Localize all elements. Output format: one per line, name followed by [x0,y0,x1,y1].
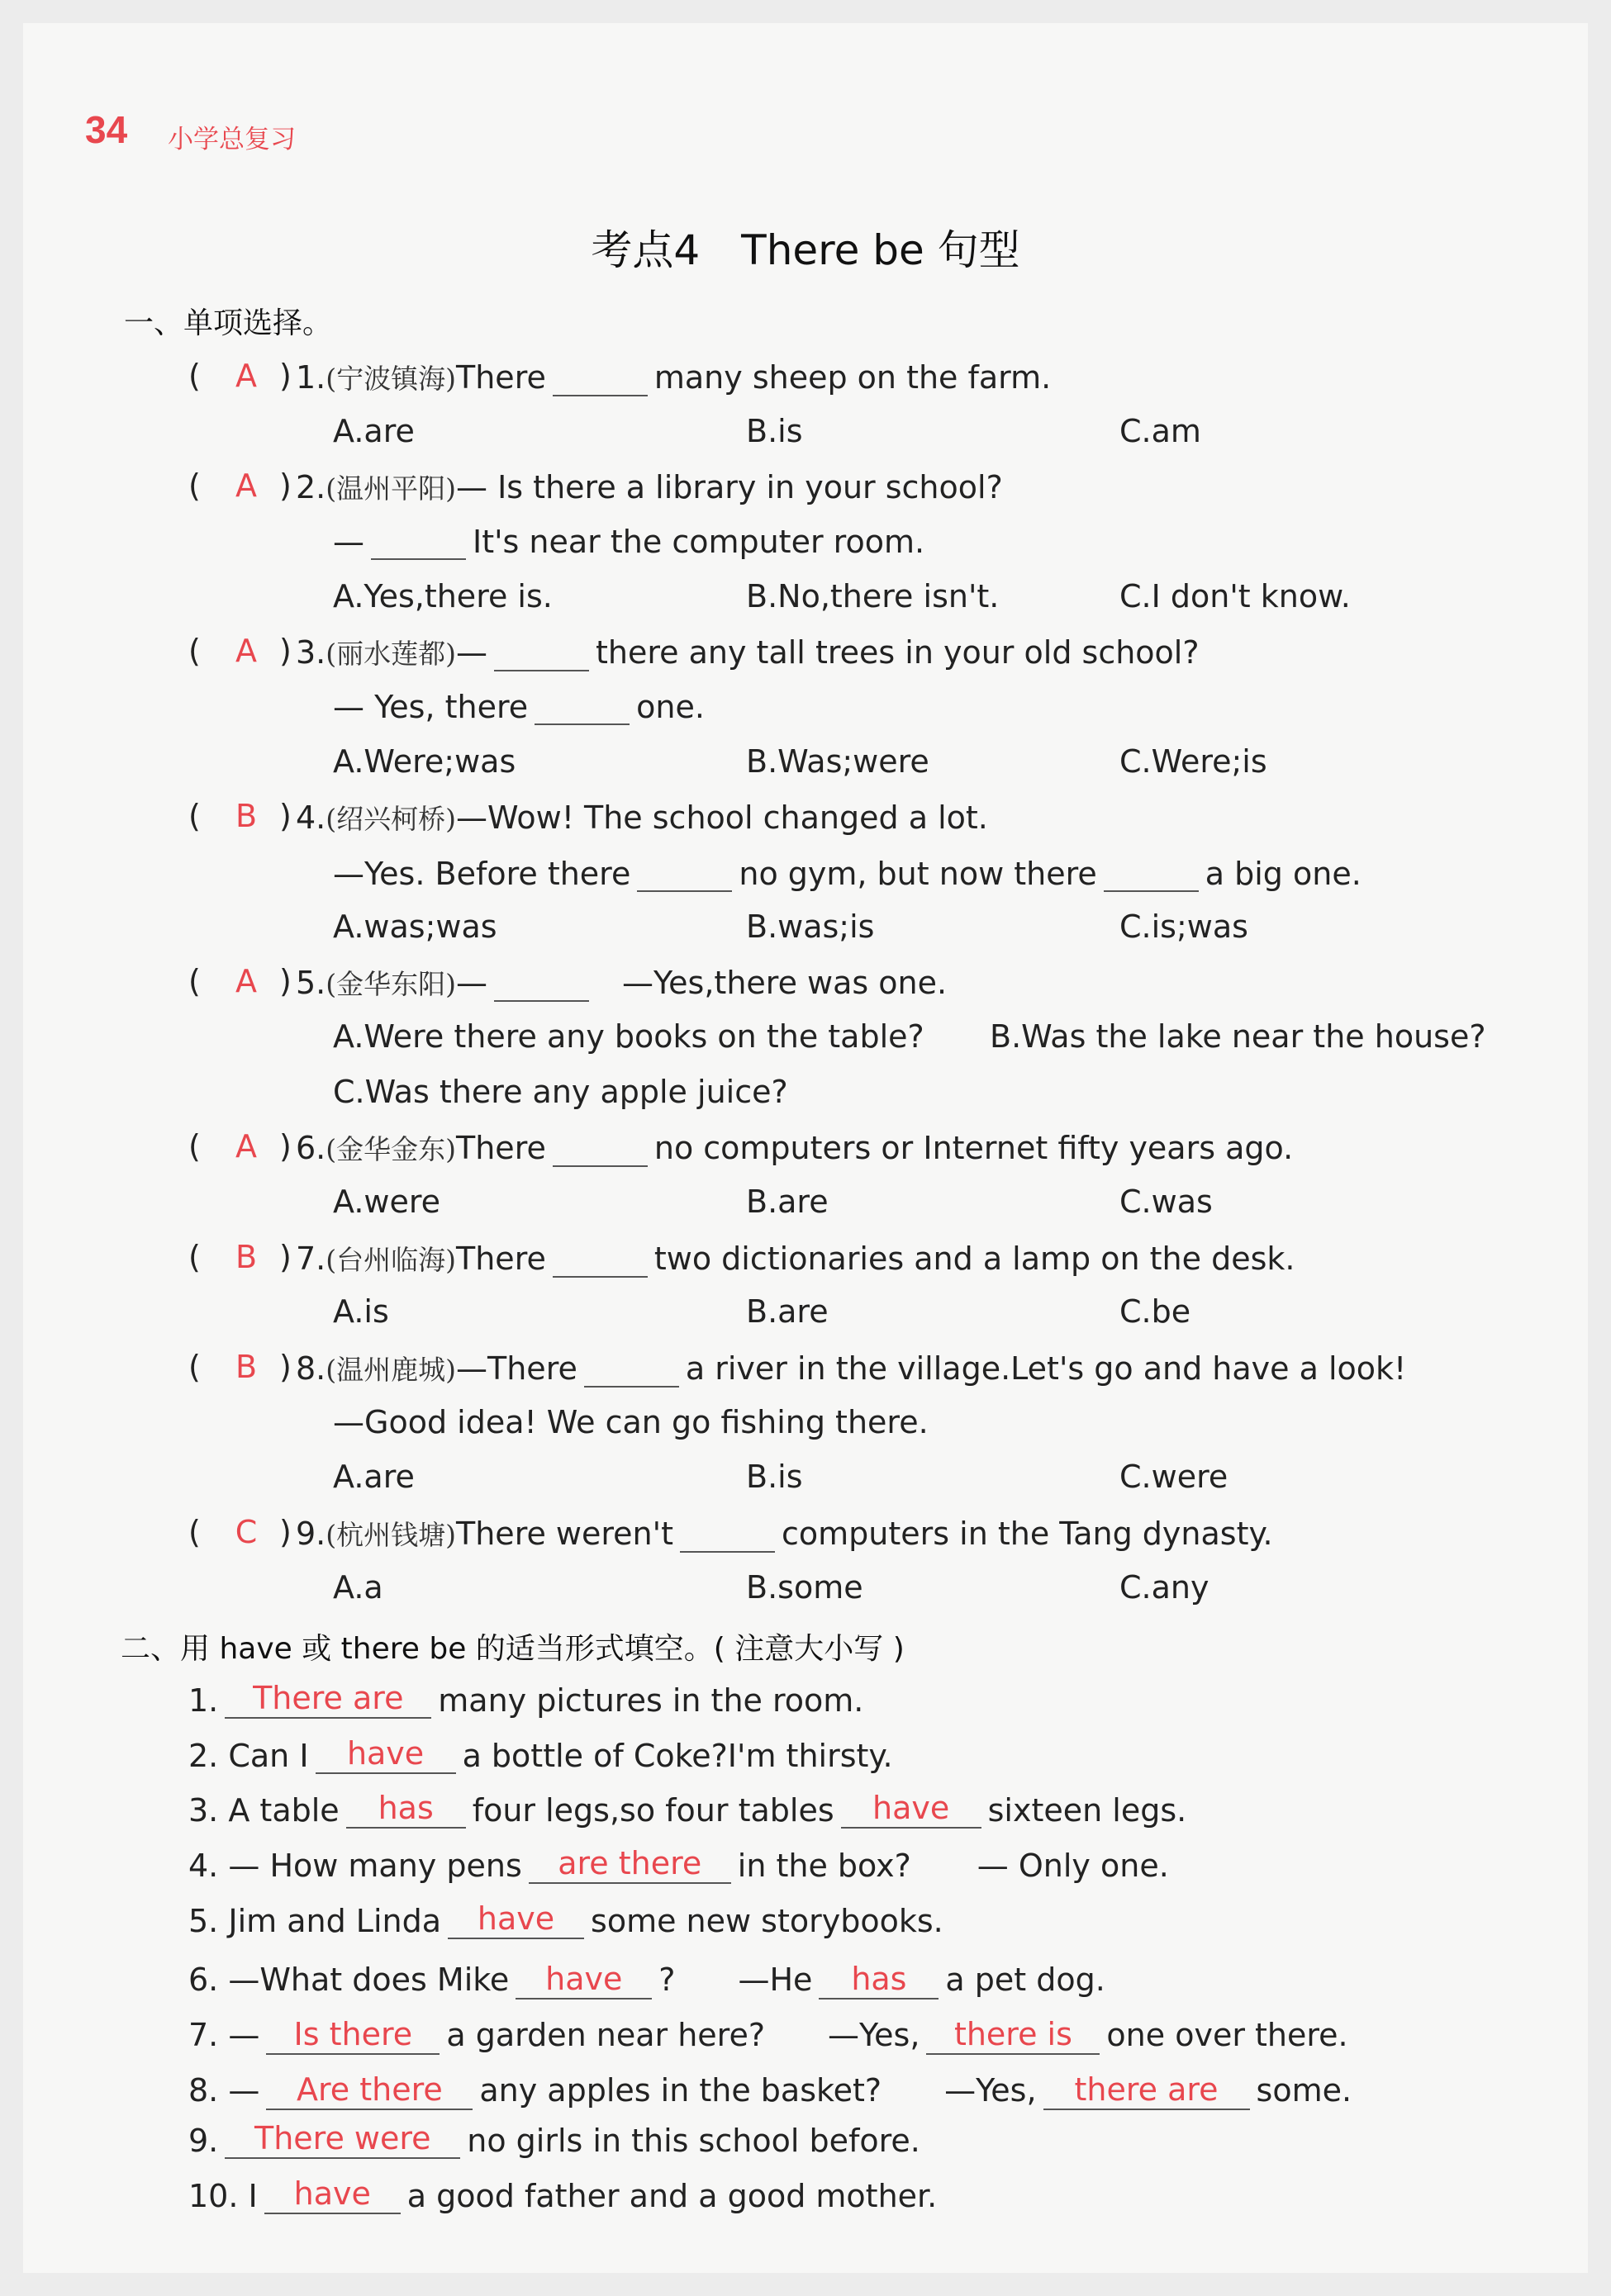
q4-option-a: A.was;was [333,908,497,945]
answer-1: A [235,358,257,394]
page-number: 34 [85,108,128,151]
blank-1 [553,358,648,396]
fill-2: 2. Can I have a bottle of Coke?I'm thirsty. [188,1735,893,1774]
answer-3: A [235,633,257,669]
fill-answer-1: There are [225,1679,431,1719]
fill-answer-7b: there is [926,2015,1100,2055]
q2-option-a: A.Yes,there is. [333,578,553,614]
q9-option-a: A.a [333,1569,383,1606]
fill-answer-3b: have [841,1789,981,1829]
answer-5: A [235,963,257,999]
fill-10: 10. I have a good father and a good mother. [188,2175,938,2214]
question-3-line-2: — Yes, there one. [333,689,705,725]
question-4-line-2: —Yes. Before there no gym, but now there a big one. [333,856,1362,892]
fill-9: 9. There were no girls in this school before. [188,2120,920,2159]
question-8-line-2: —Good idea! We can go fishing there. [333,1404,929,1440]
source-1: (宁波镇海) [326,363,457,395]
q3-option-b: B.Was;were [746,743,929,780]
fill-answer-6: have [516,1960,652,2000]
fill-8: 8. — Are there any apples in the basket? —Yes, there are some. [188,2071,1352,2109]
answer-2: A [235,467,257,504]
q8-option-b: B.is [746,1459,803,1495]
q1-option-c: C.am [1119,413,1201,449]
q2-option-c: C.I don't know. [1119,578,1351,614]
q9-option-b: B.some [746,1569,863,1606]
fill-answer-5: have [448,1900,584,1939]
answer-8: B [235,1349,258,1385]
answer-9: C [235,1514,258,1550]
fill-answer-8b: there are [1043,2071,1250,2110]
answer-6: A [235,1128,257,1165]
fill-answer-9: There were [225,2119,460,2159]
q6-option-a: A.were [333,1184,441,1220]
answer-7: B [235,1239,258,1275]
fill-answer-7: Is there [266,2015,440,2055]
q4-option-c: C.is;was [1119,908,1248,945]
fill-answer-4: are there [529,1844,731,1884]
q3-option-a: A.Were;was [333,743,516,780]
section-1-heading: 一、单项选择。 [124,306,333,340]
fill-1: 1. There are many pictures in the room. [188,1680,864,1719]
fill-answer-3: has [346,1789,466,1829]
fill-answer-8: Are there [266,2071,473,2110]
q4-option-b: B.was;is [746,908,875,945]
book-title: 小学总复习 [168,125,296,154]
section-2-heading: 二、用 have 或 there be 的适当形式填空。( 注意大小写 ) [121,1632,905,1666]
q8-option-c: C.were [1119,1459,1228,1495]
q8-option-a: A.are [333,1459,415,1495]
fill-answer-10: have [264,2175,401,2214]
fill-answer-2: have [316,1734,456,1774]
q6-option-c: C.was [1119,1184,1213,1220]
fill-4: 4. — How many pens are there in the box? — Only one. [188,1845,1169,1884]
fill-7: 7. — Is there a garden near here? —Yes, there is one over there. [188,2016,1348,2053]
q1-option-a: A.are [333,413,415,449]
q7-option-a: A.is [333,1293,389,1330]
q5-option-a: A.Were there any books on the table? [333,1018,924,1055]
q7-option-c: C.be [1119,1293,1191,1330]
fill-5: 5. Jim and Linda have some new storybooks. [188,1900,943,1939]
q3-option-c: C.Were;is [1119,743,1267,780]
q1-option-b: B.is [746,413,803,449]
page-title: 考点4 There be 句型 [591,226,1020,274]
q2-option-b: B.No,there isn't. [746,578,1000,614]
q6-option-b: B.are [746,1184,829,1220]
answer-4: B [235,798,258,834]
q9-option-c: C.any [1119,1569,1209,1606]
fill-answer-6b: has [819,1960,939,2000]
fill-6: 6. —What does Mike have ? —He has a pet dog. [188,1961,1105,1998]
fill-3: 3. A table has four legs,so four tables have sixteen legs. [188,1790,1187,1829]
q5-option-c: C.Was there any apple juice? [333,1074,788,1110]
question-2-line-2: — It's near the computer room. [333,524,925,560]
q7-option-b: B.are [746,1293,829,1330]
worksheet-page: 34 小学总复习 考点4 There be 句型 一、单项选择。 ( A ) 1.(宁波镇海)There many sheep on the farm. A.are B.is C.am ( A ) 2.(温州平阳)— Is there a library in your school? — It's near the computer room. A.Yes,there is. B.No,there isn't. C.I don't know. ( A ) 3.(丽水莲都)— there any tall trees in your old school? — Yes, there one. A.Were;was B.Was;were C.Were;is ( B ) 4.(绍兴柯桥)—Wow! The school changed a lot. —Yes. Before there no gym, but now there a big one. A.was;was B.was;is C.is;was ( A ) 5.(金华东阳)— —Yes,there was one. A.Were there any books on the table? B.Was the lake near the house? C.Was there any apple juice? ( A ) 6.(金华金东)There no computers or Internet fifty years ago. A.were B.are C.was ( B ) 7.(台州临海)There two dictionaries and a lamp on the desk. A.is B.are C.be ( B ) 8.(温州鹿城)—There a river in the village.Let's go and have a look! —Good idea! We can go fishing there. A.are B.is C.were ( C ) 9.(杭州钱塘)There weren't computers in the Tang dynasty. A.a B.some C.any 二、用 have 或 there be 的适当形式填空。( 注意大小写 ) 1. There are many pictures in the room. 2. Can I have a bottle of Coke?I'm thirsty. 3. A table has four legs,so four tables have sixteen legs. 4. — How many pens are there in the box? — Only one. 5. Jim and Linda have some new storybooks. 6. —What does Mike have ? —He has a pet dog. 7. — Is there a garden near here? —Yes, there is one over there. 8. — Are there any apples in the basket? —Yes, there are some. 9. There were no girls in this school before. 10. I have a good father and a good mother. [23,23,1588,2273]
q5-option-b: B.Was the lake near the house? [990,1018,1486,1055]
